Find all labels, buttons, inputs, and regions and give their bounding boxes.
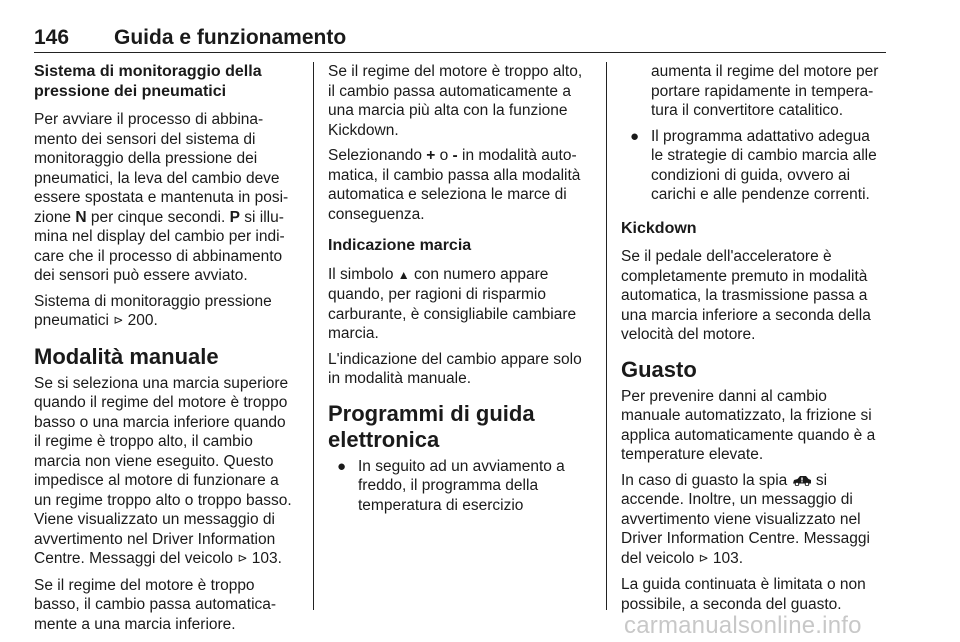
text-line: il regime è troppo alto, il cambio	[34, 433, 253, 450]
column-3	[621, 62, 891, 620]
section-heading-gear-indication: Indicazione marcia	[328, 237, 472, 254]
text-fragment: pneumatici	[34, 312, 114, 329]
text-line: pneumatici, la leva del cambio deve	[34, 169, 280, 187]
paragraph-tpms-reference	[34, 292, 302, 332]
text-line: automatica e seleziona le marce di	[328, 186, 567, 203]
heading-line: elettronica	[328, 426, 440, 452]
text-line: L'indicazione del cambio appare solo	[328, 350, 582, 368]
heading-line: Sistema di monitoraggio della	[34, 63, 262, 80]
watermark: carmanualsonline.info	[624, 612, 862, 639]
text-fragment: Centre. Messaggi del veicolo	[34, 550, 238, 567]
driving-programs-list	[328, 457, 594, 516]
text-fragment: si	[811, 471, 828, 489]
text-line: tura il convertitore catalitico.	[651, 102, 844, 119]
section-heading-manual-mode: Modalità manuale	[34, 343, 219, 369]
text-line: le strategie di cambio marcia alle	[651, 147, 877, 164]
paragraph-gear-symbol	[328, 265, 594, 344]
heading-line: pressione dei pneumatici	[34, 82, 227, 100]
page-reference-link[interactable]: 200.	[127, 312, 158, 329]
page-number: 146	[34, 26, 70, 49]
text-fragment: si illu-	[239, 208, 284, 226]
text-line	[34, 550, 282, 567]
header-rule	[34, 52, 886, 53]
text-line: avvertimento nel Driver Information	[34, 530, 276, 548]
page-header	[34, 26, 886, 52]
paragraph-kickdown-upshift	[328, 62, 594, 140]
text-fragment: o	[435, 147, 453, 164]
section-heading-tpms	[34, 62, 302, 101]
text-line: La guida continuata è limitata o non	[621, 576, 866, 593]
text-line	[621, 472, 827, 489]
text-line: Se il regime del motore è troppo	[34, 576, 255, 594]
text-line: una marcia più alta con la funzione	[328, 102, 568, 119]
text-line: marcia non viene eseguito. Questo	[34, 452, 274, 470]
text-line	[621, 550, 743, 567]
text-line: in modalità manuale.	[328, 370, 472, 387]
text-line: freddo, il programma della	[358, 477, 539, 494]
gear-position-n: N	[75, 208, 87, 226]
text-line: velocità del motore.	[621, 326, 756, 343]
page-reference-link[interactable]: 103.	[712, 549, 744, 567]
text-line: un regime troppo alto o troppo basso.	[34, 491, 292, 509]
text-line: monitoraggio della pressione dei	[34, 150, 258, 167]
text-line: temperature elevate.	[621, 446, 764, 463]
bullet-icon: ●	[630, 127, 640, 145]
section-heading-fault: Guasto	[621, 356, 697, 382]
text-line: una marcia inferiore a seconda della	[621, 306, 871, 324]
paragraph-fault-lamp	[621, 471, 891, 570]
text-fragment: zione	[34, 208, 76, 226]
list-item-continuation	[621, 62, 891, 121]
text-line: mina nel display del cambio per indi-	[34, 228, 285, 245]
column-2	[328, 62, 594, 521]
text-line: avvertimento viene visualizzato nel	[621, 510, 861, 528]
text-line: possibile, a seconda del guasto.	[621, 595, 842, 613]
page-reference-icon: ⊳	[237, 551, 248, 565]
text-line: matica, il cambio passa alla modalità	[328, 166, 581, 184]
text-fragment: in modalità auto-	[457, 147, 577, 164]
text-line: basso o una marcia inferiore quando	[34, 413, 286, 431]
paragraph-continued-driving	[621, 575, 891, 614]
text-line: quando, per ragioni di risparmio	[328, 286, 546, 303]
text-line: impedisce al motore di funzionare a	[34, 472, 279, 489]
paragraph-low-rpm	[34, 576, 302, 635]
text-line: temperatura di esercizio	[358, 496, 524, 514]
text-line: Il programma adattativo adegua	[651, 127, 870, 145]
text-line: Sistema di monitoraggio pressione	[34, 292, 272, 310]
section-heading-kickdown: Kickdown	[621, 219, 697, 237]
bullet-icon: ●	[337, 457, 347, 475]
text-line: Per prevenire danni al cambio	[621, 387, 827, 405]
text-line: Driver Information Centre. Messaggi	[621, 530, 870, 547]
plus-symbol: +	[426, 147, 436, 164]
text-line	[34, 209, 284, 226]
minus-symbol: -	[452, 147, 458, 164]
text-line: dei sensori può essere avviato.	[34, 267, 248, 284]
paragraph-manual-mode	[34, 374, 302, 570]
text-line: care che il processo di abbinamento	[34, 247, 283, 265]
gear-position-p: P	[229, 208, 240, 226]
text-line: automatica, la trasmissione passa a	[621, 287, 868, 304]
text-line: Kickdown.	[328, 121, 399, 139]
running-title: Guida e funzionamento	[114, 26, 347, 49]
text-fragment: per cinque secondi.	[86, 208, 230, 226]
text-line: completamente premuto in modalità	[621, 267, 868, 285]
text-fragment: Selezionando	[328, 147, 427, 164]
page-reference-icon: ⊳	[698, 550, 709, 565]
text-line	[34, 312, 158, 329]
text-line: mento dei sensori del sistema di	[34, 130, 256, 148]
paragraph-tpms-pairing	[34, 110, 302, 286]
text-line: mente a una marcia inferiore.	[34, 615, 236, 633]
column-1	[34, 62, 302, 640]
text-line: quando il regime del motore è troppo	[34, 394, 288, 411]
text-line: applica automaticamente quando è a	[621, 426, 876, 444]
text-line: manuale automatizzato, la frizione si	[621, 407, 872, 424]
page-reference-link[interactable]: 103.	[251, 550, 282, 567]
paragraph-plus-minus	[328, 146, 594, 224]
text-line: Se si seleziona una marcia superiore	[34, 374, 289, 392]
text-line: basso, il cambio passa automatica-	[34, 596, 277, 613]
car-warning-icon	[792, 475, 812, 486]
text-line: Per avviare il processo di abbina-	[34, 111, 264, 128]
text-line: aumenta il regime del motore per	[651, 63, 879, 80]
text-line: condizioni di guida, ovvero ai	[651, 166, 851, 184]
driving-programs-list-cont	[621, 127, 891, 205]
column-divider-1	[313, 62, 314, 610]
list-item	[621, 127, 891, 205]
list-item	[328, 457, 594, 516]
text-line: In seguito ad un avviamento a	[358, 457, 565, 475]
text-line: conseguenza.	[328, 205, 425, 223]
text-line: Se il regime del motore è troppo alto,	[328, 63, 583, 80]
text-line	[328, 147, 577, 164]
triangle-up-icon: ▲	[397, 267, 410, 282]
text-line	[328, 266, 548, 283]
text-fragment: del veicolo	[621, 549, 699, 567]
text-line: carburante, è consigliabile cambiare	[328, 305, 577, 323]
page-reference-icon: ⊳	[113, 313, 124, 327]
column-divider-2	[606, 62, 607, 610]
text-fragment: con numero appare	[409, 265, 549, 283]
paragraph-clutch-protection	[621, 387, 891, 465]
text-line: Se il pedale dell'acceleratore è	[621, 248, 832, 265]
text-line: Viene visualizzato un messaggio di	[34, 511, 275, 528]
text-line: marcia.	[328, 325, 379, 342]
paragraph-kickdown	[621, 247, 891, 345]
text-line: portare rapidamente in tempera-	[651, 82, 874, 100]
heading-line: Programmi di guida	[328, 400, 535, 426]
text-fragment: Il simbolo	[328, 265, 398, 283]
section-heading-driving-programs	[328, 401, 594, 453]
paragraph-manual-only	[328, 350, 594, 389]
text-fragment: In caso di guasto la spia	[621, 471, 792, 489]
text-line: accende. Inoltre, un messaggio di	[621, 491, 853, 508]
text-line: essere spostata e mantenuta in posi-	[34, 189, 289, 206]
text-line: carichi e alle pendenze correnti.	[651, 186, 870, 203]
text-line: il cambio passa automaticamente a	[328, 82, 571, 100]
